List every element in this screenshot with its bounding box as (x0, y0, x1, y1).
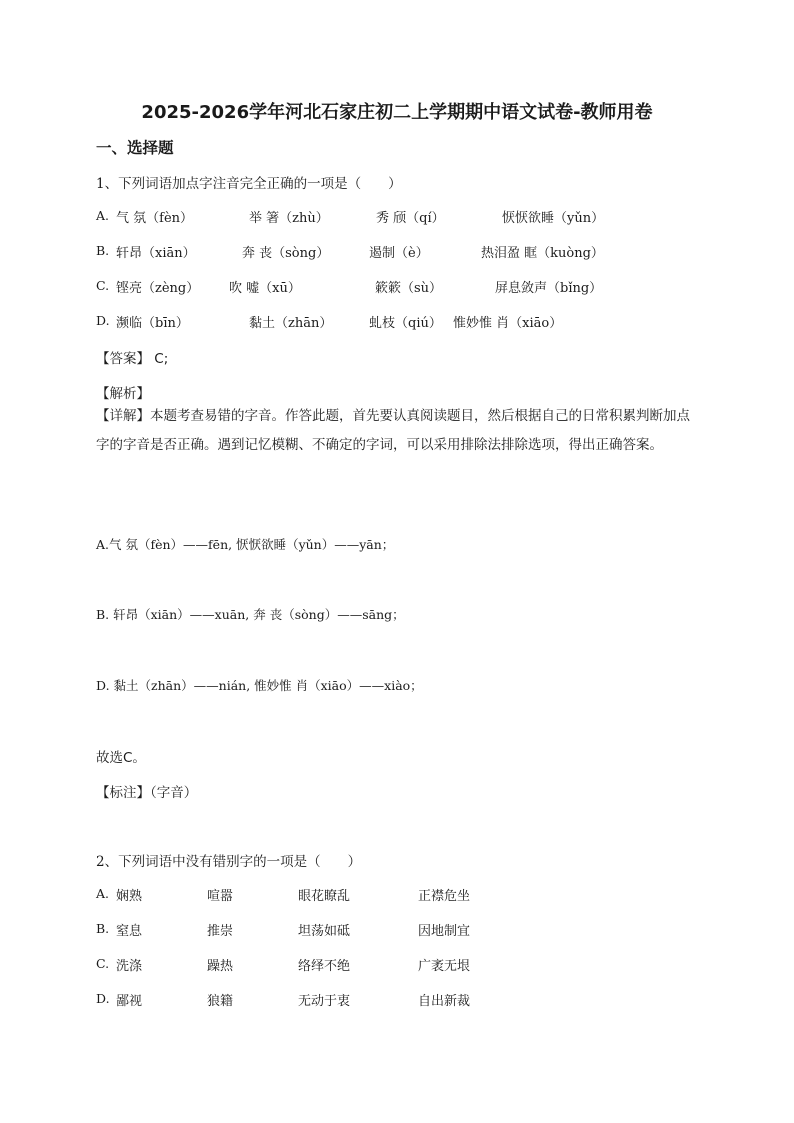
q2-option-c-item: 洗涤 (116, 959, 143, 974)
q2-option-d-item: 无动于衷 (298, 994, 351, 1009)
q1-option-b-item: 奔 丧（sòng） (242, 246, 330, 261)
q2-option-a-letter: A. (96, 886, 110, 901)
q1-option-c-item: 簌簌（sù） (375, 281, 443, 296)
q2-option-b-item: 窒息 (116, 924, 143, 939)
q1-option-b-item: 遏制（è） (369, 246, 429, 261)
annotation-note: 【标注】（字音） (96, 785, 198, 801)
page-title: 2025-2026学年河北石家庄初二上学期期中语文试卷-教师用卷 (141, 102, 653, 123)
q2-option-a-item: 眼花瞭乱 (298, 889, 351, 904)
q2-option-b-letter: B. (96, 921, 110, 936)
analysis-line: D. 黏土（zhān）——nián, 惟妙惟 肖（xiāo）——xiào； (96, 678, 423, 693)
q2-option-b-item: 坦荡如砥 (298, 924, 351, 939)
analysis-label: 【解析】 (96, 386, 150, 402)
q1-option-a-item: 秀 颀（qí） (376, 211, 445, 226)
q2-option-c-item: 络绎不绝 (298, 959, 351, 974)
analysis-line: A.气 氛（fèn）——fēn, 恹恹欲睡（yǔn）——yān； (96, 537, 395, 552)
q1-option-a-item: 举 箸（zhù） (249, 211, 329, 226)
q1-option-d-item: 黏土（zhān） (249, 316, 333, 331)
q2-option-a-item: 喧嚣 (207, 889, 234, 904)
q1-option-d-letter: D. (96, 313, 110, 328)
q2-option-c-item: 躁热 (207, 959, 234, 974)
q1-option-b-item: 轩昂（xiān） (116, 246, 196, 261)
analysis-detail: 【详解】本题考查易错的字音。作答此题，首先要认真阅读题目，然后根据自己的日常积累判断加点字的字音是否正确。遇到记忆模糊、不确定的字词，可以采用排除法排除选项，得出正确答案。 (96, 408, 690, 453)
section-heading: 一、选择题 (96, 139, 174, 157)
q1-option-c-letter: C. (96, 278, 110, 293)
q1-option-b-item: 热泪盈 眶（kuòng） (481, 246, 604, 261)
q2-option-d-item: 狼籍 (207, 994, 234, 1009)
q2-option-a-item: 娴熟 (116, 889, 143, 904)
question-2-stem: 2、下列词语中没有错别字的一项是（ ） (96, 854, 362, 870)
q1-option-d-item: 虬枝（qiú） (369, 316, 442, 331)
q1-option-c-item: 铿亮（zèng） (116, 281, 200, 296)
q2-option-d-item: 鄙视 (116, 994, 143, 1009)
q1-option-b-letter: B. (96, 243, 110, 258)
q2-option-c-item: 广袤无垠 (418, 959, 471, 974)
answer-value: C; (154, 351, 169, 367)
q2-option-b-item: 因地制宜 (418, 924, 471, 939)
answer-row (96, 347, 168, 367)
q2-option-c-letter: C. (96, 956, 110, 971)
q2-option-a-item: 正襟危坐 (418, 889, 471, 904)
q1-option-d-item: 惟妙惟 肖（xiāo） (453, 316, 563, 331)
question-1-stem: 1、下列词语加点字注音完全正确的一项是（ ） (96, 176, 402, 192)
q1-option-c-item: 屏息敛声（bǐng） (495, 281, 603, 296)
q1-option-a-letter: A. (96, 208, 110, 223)
q1-option-c-item: 吹 嘘（xū） (229, 281, 301, 296)
q1-option-d-item: 濒临（bīn） (116, 316, 189, 331)
analysis-line: B. 轩昂（xiān）——xuān, 奔 丧（sòng）——sāng； (96, 607, 405, 622)
q2-option-b-item: 推崇 (207, 924, 234, 939)
answer-label: 【答案】 (96, 351, 150, 367)
q1-option-a-item: 恹恹欲睡（yǔn） (502, 211, 605, 226)
conclusion: 故选C。 (96, 750, 146, 766)
q2-option-d-item: 自出新裁 (418, 994, 471, 1009)
q2-option-d-letter: D. (96, 991, 110, 1006)
q1-option-a-item: 气 氛（fèn） (116, 211, 194, 226)
